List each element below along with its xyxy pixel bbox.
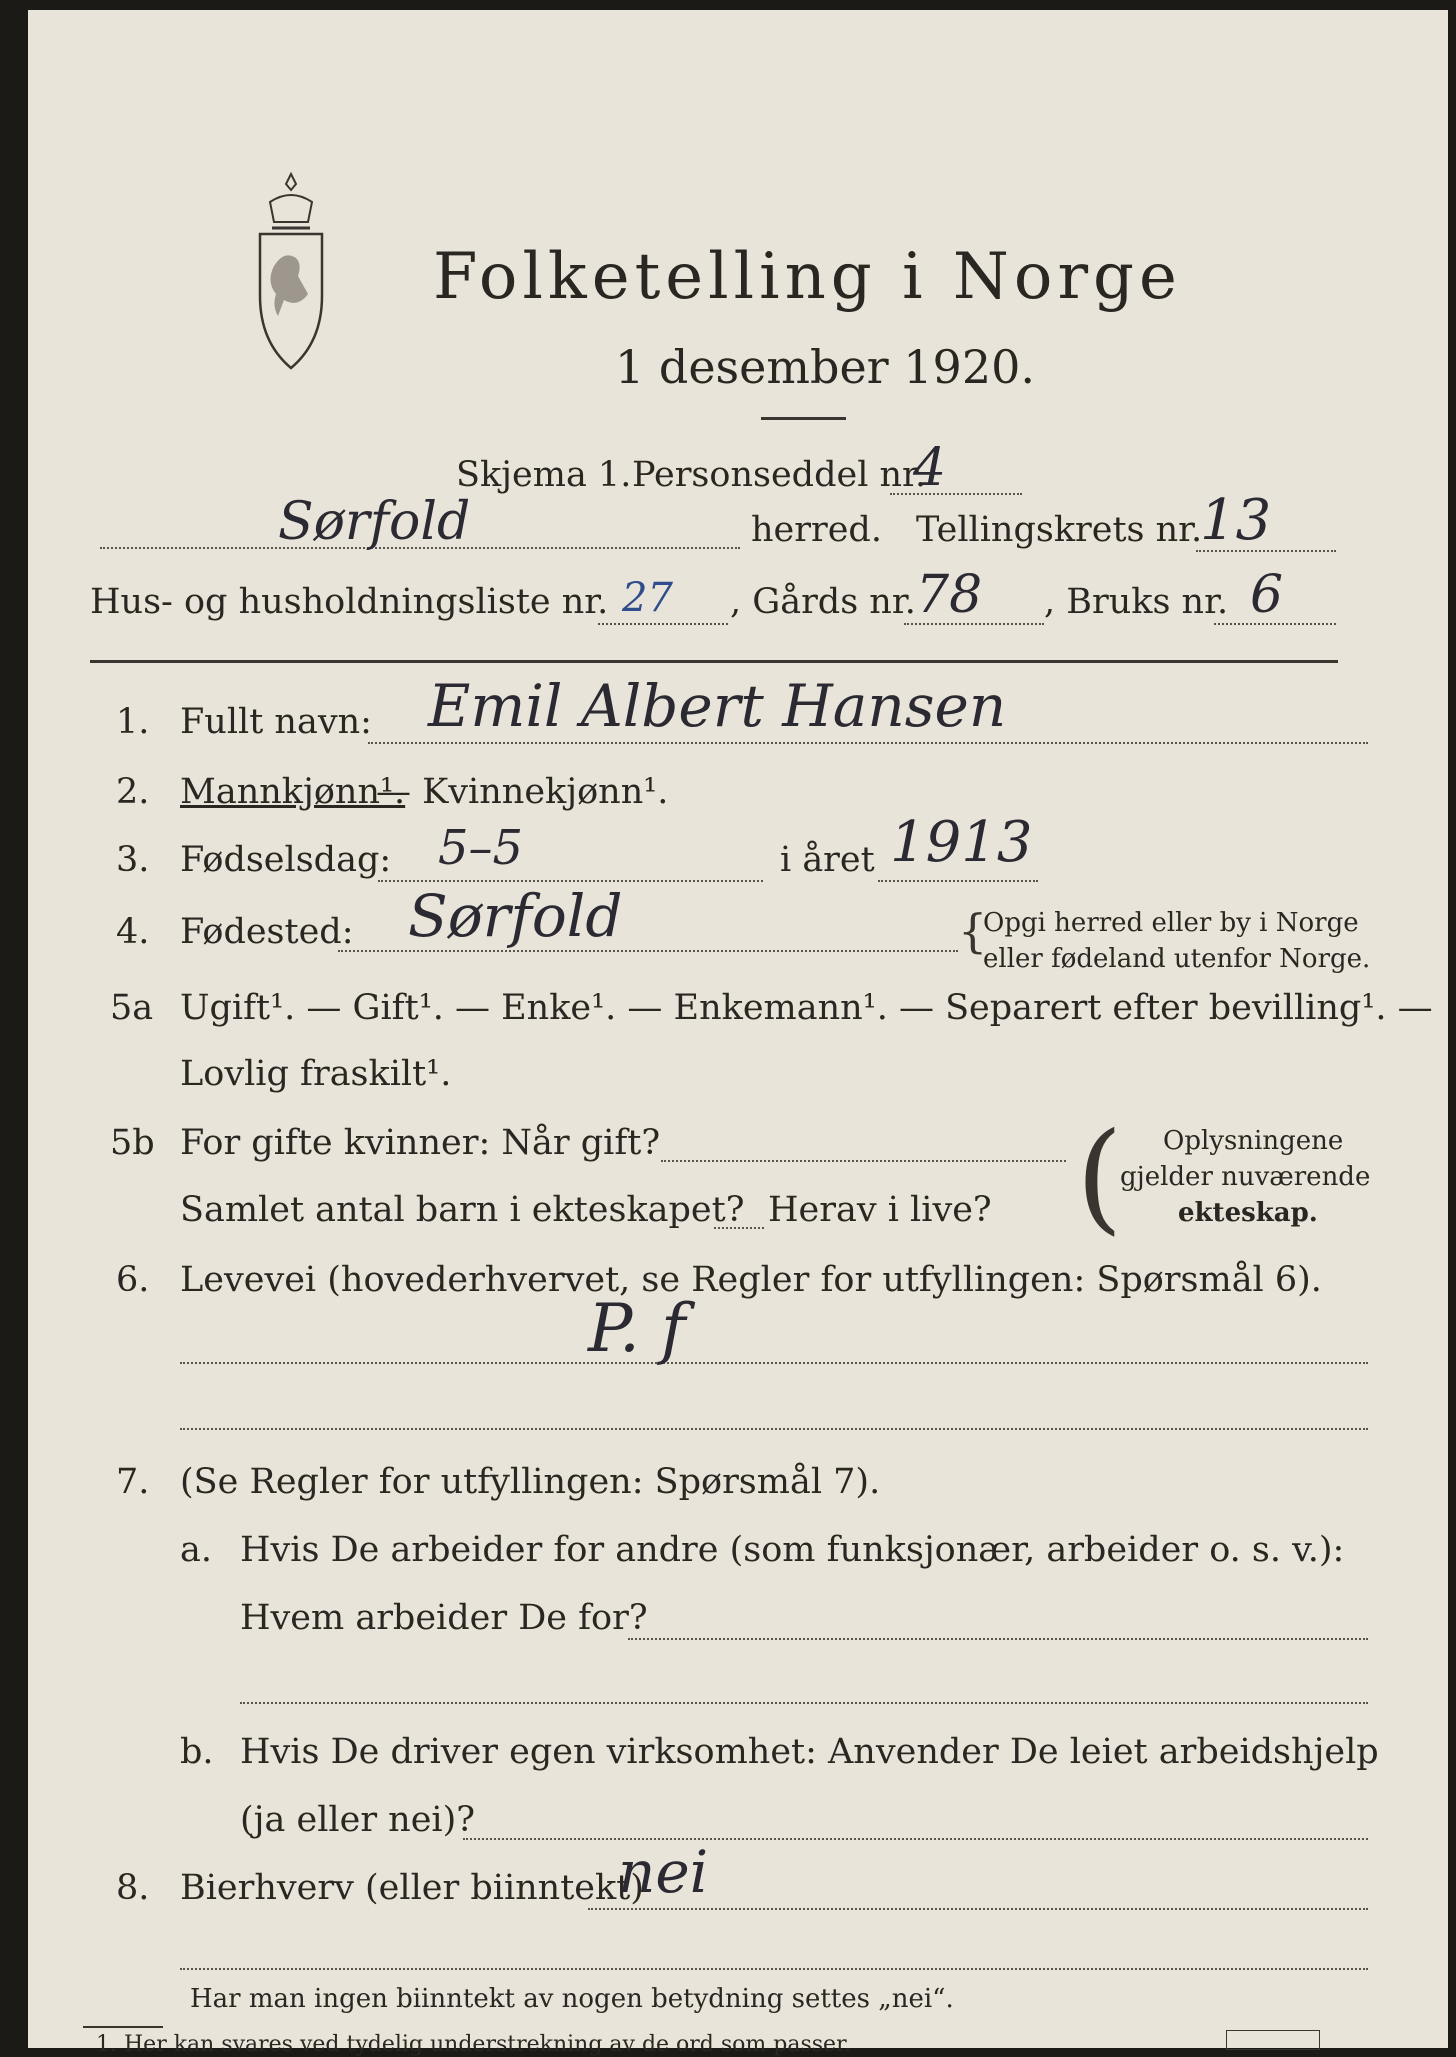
q5b-label-children: Samlet antal barn i ekteskapet? xyxy=(180,1190,745,1230)
q7a-label-employer: Hvem arbeider De for? xyxy=(240,1598,648,1638)
hus-label: Hus- og husholdningsliste nr. xyxy=(90,582,609,622)
q1-field-line xyxy=(368,742,1368,744)
printer-mark xyxy=(1226,2030,1320,2050)
q2-male: Mannkjønn¹. xyxy=(180,772,406,812)
herred-label: herred. xyxy=(751,510,882,550)
footnote: 1. Her kan svares ved tydelig understrekning av de ord som passer. xyxy=(96,2032,852,2057)
q7b-label: Hvis De driver egen virksomhet: Anvender De leiet arbeidshjelp xyxy=(240,1732,1379,1772)
q1-value: Emil Albert Hansen xyxy=(428,672,1007,740)
q3-year-field-line xyxy=(878,880,1038,882)
q1-label: Fullt navn: xyxy=(180,702,372,742)
q6-field-line-1 xyxy=(180,1362,1368,1364)
q4-note-brace: { xyxy=(958,904,988,958)
q7b-field-line xyxy=(463,1838,1368,1840)
q4-note-line2: eller fødeland utenfor Norge. xyxy=(983,944,1371,974)
q5b-note-bracket: ( xyxy=(1076,1108,1123,1247)
q6-number: 6. xyxy=(116,1260,150,1300)
q7b-label-yesno: (ja eller nei)? xyxy=(240,1800,476,1840)
bruks-label: , Bruks nr. xyxy=(1044,582,1229,622)
q4-label: Fødested: xyxy=(180,912,354,952)
q4-value: Sørfold xyxy=(408,882,623,950)
header-separator xyxy=(90,660,1338,663)
q3-label: Fødselsdag: xyxy=(180,840,392,880)
q5b-married-field-line xyxy=(661,1160,1066,1162)
footer-note: Har man ingen biinntekt av nogen betydning settes „nei“. xyxy=(190,1984,954,2014)
q8-value: nei xyxy=(618,1838,709,1906)
q5b-label-married: For gifte kvinner: Når gift? xyxy=(180,1123,661,1163)
personseddel-label: Personseddel nr. xyxy=(632,455,927,495)
q5b-number: 5b xyxy=(110,1123,155,1163)
q2-number: 2. xyxy=(116,772,150,812)
q1-number: 1. xyxy=(116,702,150,742)
q5a-text-line2: Lovlig fraskilt¹. xyxy=(180,1054,452,1094)
hus-field-line xyxy=(598,623,728,625)
q8-number: 8. xyxy=(116,1868,150,1908)
q4-number: 4. xyxy=(116,912,150,952)
q4-note-line1: Opgi herred eller by i Norge xyxy=(983,908,1359,938)
q7-number: 7. xyxy=(116,1462,150,1502)
q5b-label-alive: Herav i live? xyxy=(768,1190,992,1230)
hus-value: 27 xyxy=(622,575,673,621)
q8-field-line xyxy=(588,1908,1368,1910)
census-form xyxy=(28,10,1448,2057)
q3-value: 5–5 xyxy=(438,820,524,876)
q5a-number: 5a xyxy=(110,988,154,1028)
q7-label: (Se Regler for utfyllingen: Spørsmål 7). xyxy=(180,1462,881,1502)
q3-year-value: 1913 xyxy=(890,810,1033,875)
q5b-note-line2: gjelder nuværende xyxy=(1120,1162,1371,1192)
title-divider xyxy=(761,417,846,420)
q5a-text: Ugift¹. — Gift¹. — Enke¹. — Enkemann¹. — Separert efter bevilling¹. — xyxy=(180,988,1433,1028)
personseddel-field-line xyxy=(890,493,1022,495)
tellingskrets-label: Tellingskrets nr. xyxy=(916,510,1203,550)
gards-value: 78 xyxy=(916,565,983,625)
q6-value: P. f xyxy=(588,1290,686,1367)
tellingskrets-value: 13 xyxy=(1200,488,1272,553)
coat-of-arms-icon xyxy=(256,170,326,380)
q7a-label: Hvis De arbeider for andre (som funksjonær, arbeider o. s. v.): xyxy=(240,1530,1345,1570)
bruks-value: 6 xyxy=(1250,565,1284,625)
q5b-children-field-line xyxy=(714,1227,764,1229)
q4-field-line xyxy=(338,950,958,952)
q3-number: 3. xyxy=(116,840,150,880)
skjema-label: Skjema 1. xyxy=(456,455,632,495)
personseddel-value: 4 xyxy=(913,438,947,498)
q8-field-line-2 xyxy=(180,1968,1368,1970)
herred-value: Sørfold xyxy=(278,492,471,552)
q7b-letter: b. xyxy=(180,1732,214,1772)
q3-year-label: i året xyxy=(780,840,875,880)
q8-label: Bierhverv (eller biinntekt) xyxy=(180,1868,644,1908)
q6-label: Levevei (hovederhvervet, se Regler for utfyllingen: Spørsmål 6). xyxy=(180,1260,1322,1300)
gards-label: , Gårds nr. xyxy=(730,582,916,622)
census-date: 1 desember 1920. xyxy=(615,340,1035,394)
q2-female: — Kvinnekjønn¹. xyxy=(376,772,669,812)
q7a-field-line-2 xyxy=(240,1702,1368,1704)
q6-field-line-2 xyxy=(180,1428,1368,1430)
q7a-field-line-1 xyxy=(628,1638,1368,1640)
q7a-letter: a. xyxy=(180,1530,212,1570)
q5b-note-line1: Oplysningene xyxy=(1163,1126,1344,1156)
q5b-note-line3: ekteskap. xyxy=(1178,1198,1318,1228)
footnote-rule xyxy=(83,2026,163,2028)
form-title: Folketelling i Norge xyxy=(433,240,1182,314)
